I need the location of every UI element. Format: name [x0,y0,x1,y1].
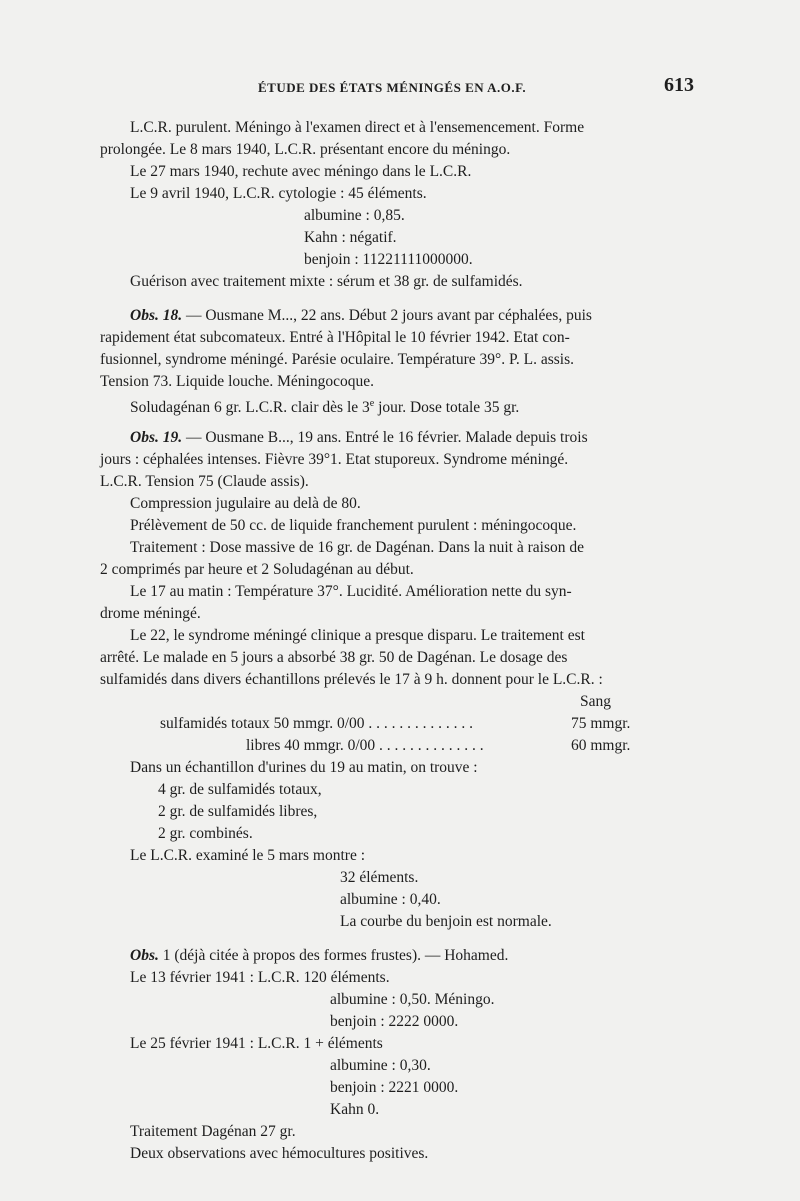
text-line [130,394,519,418]
text-line: Compression jugulaire au delà de 80. [130,495,361,512]
text-line: Le 27 mars 1940, rechute avec méningo dans le L.C.R. [130,163,472,180]
text-line: 2 gr. de sulfamidés libres, [158,803,318,820]
text-line: L.C.R. purulent. Méningo à l'examen direct et à l'ensemencement. Forme [130,119,585,136]
blood-value: 60 mmgr. [571,737,631,754]
text-line: Le 9 avril 1940, L.C.R. cytologie : 45 éléments. [130,185,427,202]
text-line: Le 13 février 1941 : L.C.R. 120 éléments. [130,969,390,986]
text-line: albumine : 0,30. [330,1057,431,1074]
text-line: sulfamidés dans divers échantillons prélevés le 17 à 9 h. donnent pour le L.C.R. : [100,671,603,688]
text-line: Tension 73. Liquide louche. Méningocoque. [100,373,374,390]
text-line: 2 comprimés par heure et 2 Soludagénan au début. [100,561,414,578]
observation-label: Obs. [130,947,159,964]
text-line: prolongée. Le 8 mars 1940, L.C.R. présentant encore du méningo. [100,141,511,158]
text-line: Deux observations avec hémocultures positives. [130,1145,429,1162]
blood-value: 75 mmgr. [571,715,631,732]
text-line: benjoin : 2221 0000. [330,1079,459,1096]
text-line: arrêté. Le malade en 5 jours a absorbé 38 gr. 50 de Dagénan. Le dosage des [100,649,568,666]
text-line: libres 40 mmgr. 0/00 . . . . . . . . . . . . . . [246,737,484,754]
observation-paragraph [130,946,508,966]
text-line: L.C.R. Tension 75 (Claude assis). [100,473,309,490]
text-line: albumine : 0,85. [304,207,405,224]
text-line: 32 éléments. [340,869,419,886]
text-line: Le L.C.R. examiné le 5 mars montre : [130,847,366,864]
text-line: Kahn 0. [330,1101,380,1118]
text-line: Kahn : négatif. [304,229,397,246]
superscript: e [369,398,375,409]
running-title: ÉTUDE DES ÉTATS MÉNINGÉS EN A.O.F. [258,80,527,95]
text-line: Traitement Dagénan 27 gr. [130,1123,296,1140]
text-line: Guérison avec traitement mixte : sérum et 38 gr. de sulfamidés. [130,273,523,290]
text-line: benjoin : 11221111000000. [304,251,473,268]
text-line: albumine : 0,40. [340,891,441,908]
text-line: 4 gr. de sulfamidés totaux, [158,781,322,798]
text-line: Dans un échantillon d'urines du 19 au matin, on trouve : [130,759,478,776]
text-line: drome méningé. [100,605,201,622]
text-line: 2 gr. combinés. [158,825,253,842]
observation-paragraph [130,428,588,448]
observation-label: Obs. 18. [130,307,183,324]
text-run: jour. Dose totale 35 gr. [374,399,520,417]
text-line: sulfamidés totaux 50 mmgr. 0/00 . . . . . . . . . . . . . . [160,715,473,732]
text-line: Le 22, le syndrome méningé clinique a presque disparu. Le traitement est [130,627,585,644]
observation-label: Obs. 19. [130,429,183,446]
column-heading-sang: Sang [580,693,611,710]
page-number: 613 [664,74,694,96]
text-line: jours : céphalées intenses. Fièvre 39°1. Etat stuporeux. Syndrome méningé. [100,451,569,468]
text-line: Le 17 au matin : Température 37°. Lucidité. Amélioration nette du syn- [130,583,572,600]
text-run: Soludagénan 6 gr. L.C.R. clair dès le 3 [130,399,370,417]
text-line: Le 25 février 1941 : L.C.R. 1 + éléments [130,1035,383,1052]
text-line: rapidement état subcomateux. Entré à l'Hôpital le 10 février 1942. Etat con- [100,329,570,346]
text-line: benjoin : 2222 0000. [330,1013,459,1030]
observation-paragraph [130,306,592,326]
text-line: La courbe du benjoin est normale. [340,913,552,930]
text-line: fusionnel, syndrome méningé. Parésie oculaire. Température 39°. P. L. assis. [100,351,575,368]
text-run: — Ousmane M..., 22 ans. Début 2 jours avant par céphalées, puis [182,307,592,324]
text-run: 1 (déjà citée à propos des formes frustes). — Hohamed. [158,947,509,964]
text-line: albumine : 0,50. Méningo. [330,991,495,1008]
text-line: Traitement : Dose massive de 16 gr. de Dagénan. Dans la nuit à raison de [130,539,584,556]
text-line: Prélèvement de 50 cc. de liquide franchement purulent : méningocoque. [130,517,577,534]
text-run: — Ousmane B..., 19 ans. Entré le 16 février. Malade depuis trois [182,429,588,446]
